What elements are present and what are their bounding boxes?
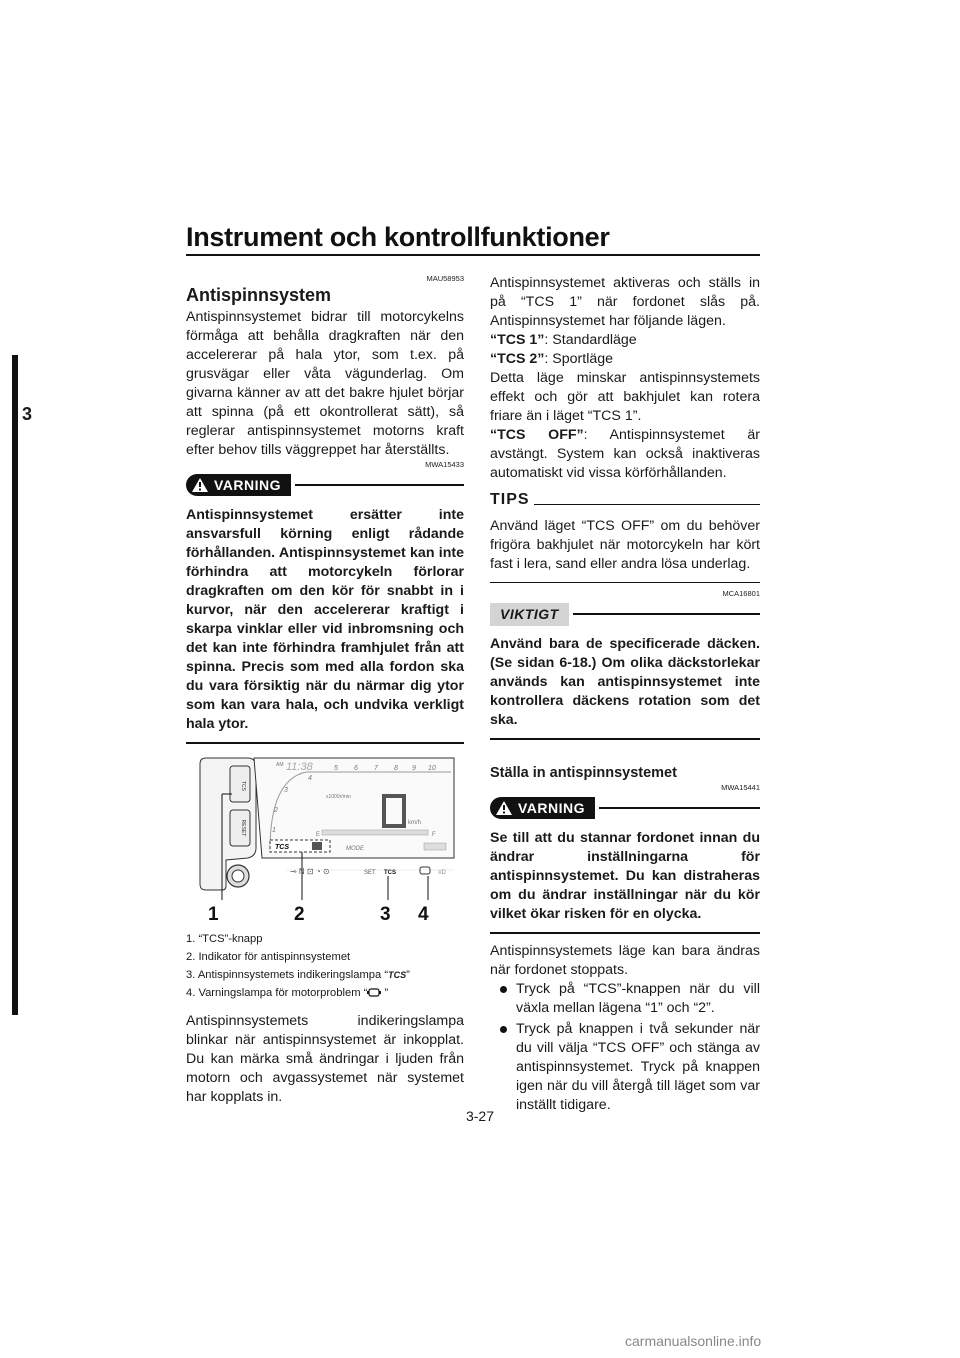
warning-triangle-icon bbox=[192, 478, 208, 492]
mode-2 bbox=[490, 350, 760, 369]
right-column bbox=[490, 274, 760, 1117]
tips-line bbox=[534, 504, 760, 505]
notice-end-rule bbox=[490, 738, 760, 740]
legend-item-1: 1. “TCS”-knapp bbox=[186, 933, 263, 945]
warning2-line bbox=[599, 807, 760, 809]
warning2-end-rule bbox=[490, 932, 760, 934]
mode-3-text: : Antispinnsystemet är avstängt. System kan också inaktiveras automatiskt vid vissa körförhållanden. bbox=[490, 427, 760, 481]
extra-lamp-icon: ≡D bbox=[438, 870, 446, 876]
scale-5: 5 bbox=[334, 765, 338, 772]
warning-text: Antispinnsystemet ersätter inte ansvarsfull körning enligt rådande förhållanden. Antispinnsystemet kan inte förhindra att motorcykeln förlorar dragkraften om den kör för snabbt in i kurvor, när den accelererar kraftigt i skarpa vinklar eller vid inbromsning och det kan inte förhindra framhjulet från att spinna. Precis som med alla fordon ska du vara försiktig när du närmar dig ytor som kan vara hala, och undvika verkligt hala ytor. bbox=[186, 507, 464, 732]
notice-label: VIKTIGT bbox=[490, 603, 569, 626]
scale-3: 3 bbox=[284, 787, 288, 794]
warning-header bbox=[186, 472, 464, 498]
legend-3-text: 3. Antispinnsystemets indikeringslampa “ bbox=[186, 969, 389, 981]
mode-3-label: “TCS OFF” bbox=[490, 427, 584, 443]
warning2-header bbox=[490, 795, 760, 821]
section-code: MAU58953 bbox=[426, 274, 464, 283]
callout-1: 1 bbox=[208, 904, 219, 925]
scale-8: 8 bbox=[394, 765, 398, 772]
header-rule bbox=[186, 254, 760, 256]
warning-label bbox=[186, 474, 291, 496]
mode-2-text: : Sportläge bbox=[544, 351, 614, 367]
legend-item-3 bbox=[186, 966, 464, 984]
tcs-lamp: TCS bbox=[384, 870, 396, 876]
mode-1-text: : Standardläge bbox=[544, 332, 637, 348]
btn1-text: TCS bbox=[240, 781, 246, 791]
subsection-title: Ställa in antispinnsystemet bbox=[490, 765, 677, 781]
legend-item-4 bbox=[186, 984, 464, 1002]
scale-10: 10 bbox=[428, 765, 436, 772]
callout-4: 4 bbox=[418, 904, 429, 925]
warning-line bbox=[295, 484, 464, 486]
warning2-label-text: VARNING bbox=[518, 799, 586, 816]
left-column bbox=[186, 274, 464, 1107]
tips-header bbox=[490, 489, 760, 509]
warning-label-text: VARNING bbox=[214, 476, 282, 493]
tips-text: Använd läget “TCS OFF” om du behöver frigöra bakhjulet när motorcykeln har kört fast i lera, sand eller andra lösa underlag. bbox=[490, 518, 760, 572]
clock-digits: 11:38 bbox=[286, 761, 313, 773]
tips-label: TIPS bbox=[490, 491, 530, 508]
am-text: AM bbox=[276, 762, 284, 768]
callout-3: 3 bbox=[380, 904, 391, 925]
page-number: 3-27 bbox=[465, 1108, 495, 1124]
mode-1 bbox=[490, 331, 760, 350]
scale-2: 2 bbox=[274, 807, 278, 814]
scale-6: 6 bbox=[354, 765, 358, 772]
figure-legend bbox=[186, 930, 464, 1002]
legend-4-end: ” bbox=[381, 987, 389, 999]
dash-tcs: TCS bbox=[275, 844, 289, 851]
f-text: F bbox=[432, 832, 436, 838]
legend-item-2: 2. Indikator för antispinnsystemet bbox=[186, 951, 351, 963]
warning2-label bbox=[490, 797, 595, 819]
warning-triangle-icon bbox=[496, 801, 512, 815]
intro-paragraph: Antispinnsystemet bidrar till motorcykelns förmåga att behålla dragkraften när den accelererar på hala ytor, som t.ex. på grusvägar eller våta vägunderlag. Om givarna känner av att det bakre hjulet börjar att spinna (på ett okontrollerat sätt), så reglerar antispinnsystemet motorns kraft efter behov tills väggreppet har återställts. bbox=[186, 309, 464, 458]
activation-paragraph: Antispinnsystemet aktiveras och ställs in på “TCS 1” när fordonet slås på. Antispinnsystemet har följande lägen. bbox=[490, 275, 760, 329]
list-item: Tryck på knappen i två sekunder när du vill välja “TCS OFF” och stänga av antispinnsystemet. Tryck på knappen igen när du vill återgå till läget som var inställt tidigare. bbox=[490, 1020, 760, 1115]
stop-paragraph: Antispinnsystemets läge kan bara ändras när fordonet stoppats. bbox=[490, 943, 760, 978]
notice-text: Använd bara de specificerade däcken. (Se sidan 6-18.) Om olika däckstorlekar används kan antispinnsystemet inte kontrollera däckens rotation som det ska. bbox=[490, 636, 760, 728]
btn2-text: RESET bbox=[240, 819, 246, 837]
warning2-text: Se till att du stannar fordonet innan du ändrar inställningarna för antispinnsystemet. Du kan distraheras om du ändrar inställningar när du kör vilket ökar risken för en olycka. bbox=[490, 830, 760, 922]
set-text: SET bbox=[364, 870, 376, 876]
callout-2: 2 bbox=[294, 904, 305, 925]
dashboard-figure bbox=[186, 750, 464, 926]
page-header-title: Instrument och kontrollfunktioner bbox=[186, 222, 610, 252]
engine-lamp-icon bbox=[420, 867, 430, 874]
notice-header bbox=[490, 601, 760, 627]
legend-3-end: ” bbox=[406, 969, 410, 981]
rpm-text: x1000r/min bbox=[326, 794, 351, 800]
engine-icon bbox=[367, 988, 381, 997]
chapter-number: 3 bbox=[22, 404, 33, 424]
lamp-paragraph: Antispinnsystemets indikeringslampa blinkar när antispinnsystemet är inkopplat. Du kan märka små ändringar i ljuden från motorn och avgassystemet när systemet har kopplats in. bbox=[186, 1013, 464, 1105]
warning2-code: MWA15441 bbox=[721, 783, 760, 792]
warning-code: MWA15433 bbox=[425, 460, 464, 469]
watermark: carmanualsonline.info bbox=[625, 1333, 762, 1349]
warning-end-rule bbox=[186, 742, 464, 744]
mode-1-label: “TCS 1” bbox=[490, 332, 545, 348]
scale-1: 1 bbox=[272, 827, 276, 834]
mode-2-paragraph: Detta läge minskar antispinnsystemets effekt och gör att bakhjulet kan rotera friare än i läget “TCS 1”. bbox=[490, 370, 760, 424]
scale-7: 7 bbox=[374, 765, 378, 772]
mode-2-label: “TCS 2” bbox=[490, 351, 545, 367]
key-lamp-icon: ⊸ N ⊡ ◔ ⊙ bbox=[290, 867, 330, 876]
scale-4: 4 bbox=[308, 775, 312, 782]
instruction-list bbox=[490, 980, 760, 1115]
mode-text: MODE bbox=[346, 846, 364, 852]
tcs-symbol-icon: TCS bbox=[388, 970, 407, 980]
kmh-text: km/h bbox=[408, 820, 422, 826]
list-item: Tryck på “TCS”-knappen när du vill växla mellan lägena “1” och “2”. bbox=[490, 980, 760, 1018]
e-text: E bbox=[316, 832, 321, 838]
legend-4-text: 4. Varningslampa för motorproblem “ bbox=[186, 987, 368, 999]
dashboard-illustration bbox=[186, 750, 464, 926]
notice-code: MCA16801 bbox=[722, 589, 760, 598]
mode-3 bbox=[490, 426, 760, 483]
tips-end-rule bbox=[490, 582, 760, 583]
section-title: Antispinnsystem bbox=[186, 285, 332, 305]
scale-9: 9 bbox=[412, 765, 416, 772]
chapter-tab bbox=[12, 355, 44, 1015]
notice-line bbox=[573, 613, 760, 615]
